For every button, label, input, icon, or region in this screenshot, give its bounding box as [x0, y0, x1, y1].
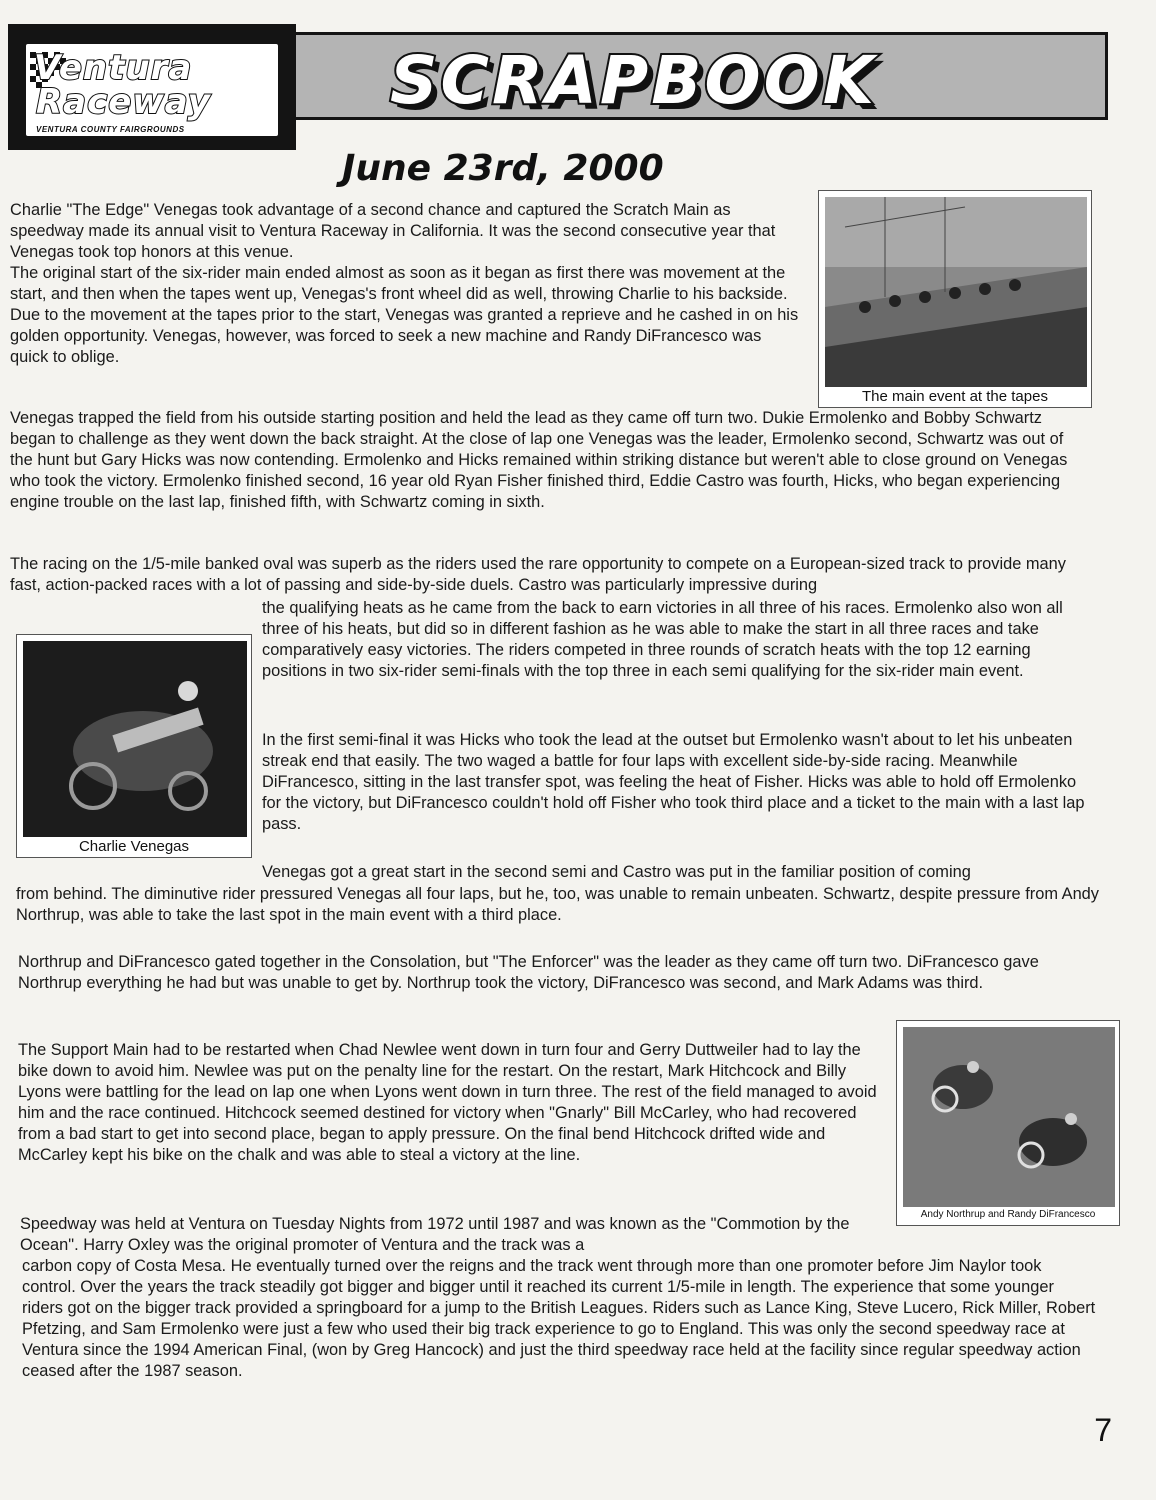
paragraph: the qualifying heats as he came from the back to earn victories in all three of his races. Ermolenko also won all three of his heats, but did so in different fashion as he was able to make the start in all three races and take comparatively easy victories. The riders competed in three rounds of scratch heats with the top 12 earning positions in two six-rider semi-finals with the top three in each semi qualifying for the six-rider main event. — [262, 599, 1063, 680]
photo-main-event — [818, 190, 1092, 408]
paragraph: The Support Main had to be restarted when Chad Newlee went down in turn four and Gerry Duttweiler had to lay the bike down to avoid him. Newlee was put on the penalty line for the restart. On the restart, Mark Hitchcock and Billy Lyons were battling for the lead on lap one when Lyons went down in turn three. The rest of the field managed to avoid him and the race continued. Hitchcock seemed destined for victory when "Gnarly" Bill McCarley, who had recovered from a bad start to get into second place, began to apply pressure. On the final bend Hitchcock drifted wide and McCarley kept his bike on the chalk and was able to steal a victory at the line. — [18, 1041, 877, 1164]
photo-caption: Charlie Venegas — [78, 838, 190, 855]
page-number: 7 — [1094, 1412, 1112, 1448]
paragraph: The original start of the six-rider main ended almost as soon as it began as first there was movement at the start, and then when the tapes went up, Venegas's front wheel did as well, throwing Charlie to his backside. Due to the movement at the tapes prior to the start, Venegas was granted a reprieve and he cashed in on his golden opportunity. Venegas, however, was forced to seek a new machine and Randy DiFrancesco was quick to oblige. — [10, 264, 799, 366]
article-text — [16, 884, 1100, 926]
article-text — [18, 952, 1100, 994]
article-text — [22, 1256, 1098, 1382]
article-text — [10, 554, 1098, 596]
photo-caption: The main event at the tapes — [862, 388, 1048, 405]
photo-image — [23, 641, 247, 837]
logo-subtitle: VENTURA COUNTY FAIRGROUNDS — [36, 125, 185, 134]
page-date: June 23rd, 2000 — [342, 148, 664, 189]
article-text — [262, 862, 1098, 883]
paragraph: In the first semi-final it was Hicks who took the lead at the outset but Ermolenko wasn't about to let his unbeaten streak end that easily. The two waged a battle for four laps with excellent side-by-side racing. Meanwhile DiFrancesco, sitting in the last transfer spot, was feeling the heat of Fisher. Hicks was able to hold off Ermolenko for the victory, but DiFrancesco couldn't hold off Fisher who took third place and a ticket to the main with a last lap pass. — [262, 731, 1085, 833]
logo-word-ventura: Ventura — [34, 48, 193, 88]
paragraph: Venegas got a great start in the second semi and Castro was put in the familiar position of coming — [262, 863, 971, 881]
article-text — [20, 1214, 890, 1256]
photo-caption: Andy Northrup and Randy DiFrancesco — [920, 1209, 1096, 1220]
article-text — [262, 598, 1098, 682]
photo-image — [903, 1027, 1115, 1207]
article-text — [262, 730, 1098, 835]
photo-northrup-difrancesco — [896, 1020, 1120, 1226]
paragraph: from behind. The diminutive rider pressured Venegas all four laps, but he, too, was unable to remain unbeaten. Schwartz, despite pressure from Andy Northrup, was able to take the last spot in the main event with a third place. — [16, 885, 1099, 924]
paragraph: Speedway was held at Ventura on Tuesday Nights from 1972 until 1987 and was known as the "Commotion by the Ocean". Harry Oxley was the original promoter of Ventura and the track was a — [20, 1215, 850, 1254]
photo-image — [825, 197, 1087, 387]
article-text — [10, 200, 800, 368]
paragraph: The racing on the 1/5-mile banked oval was superb as the riders used the rare opportunity to compete on a European-sized track to provide many fast, action-packed races with a lot of passing and side-by-side duels. Castro was particularly impressive during — [10, 555, 1066, 594]
article-text — [10, 408, 1088, 513]
paragraph: carbon copy of Costa Mesa. He eventually turned over the reigns and the track went through more than one promoter before Jim Naylor took control. Over the years the track steadily got bigger and bigger until it reached its current 1/5-mile in length. The experience that some younger riders got on the bigger track provided a springboard for a jump to the British Leagues. Riders such as Lance King, Steve Lucero, Rick Miller, Robert Pfetzing, and Sam Ermolenko were just a few who used their big track experience to go to England. This was only the second speedway race at Ventura since the 1994 American Final, (won by Greg Hancock) and just the third speedway race held at the facility since regular speedway action ceased after the 1987 season. — [22, 1257, 1096, 1380]
paragraph: Charlie "The Edge" Venegas took advantage of a second chance and captured the Scratch Main as speedway made its annual visit to Ventura Raceway in California. It was the second consecutive year that Venegas took top honors at this venue. — [10, 201, 776, 261]
photo-charlie-venegas — [16, 634, 252, 858]
paragraph: Venegas trapped the field from his outside starting position and held the lead as they came off turn two. Dukie Ermolenko and Bobby Schwartz began to challenge as they went down the back straight. At the close of lap one Venegas was the leader, Ermolenko second, Schwartz was out of the hunt but Gary Hicks was now contending. Ermolenko and Hicks remained within striking distance but weren't able to close ground on Venegas who took the victory. Ermolenko finished second, 16 year old Ryan Fisher finished third, Eddie Castro was fourth, Hicks, who began experiencing engine trouble on the last lap, finished fifth, with Schwartz coming in sixth. — [10, 409, 1068, 511]
article-text — [18, 1040, 880, 1166]
logo-word-raceway: Raceway — [36, 82, 211, 122]
paragraph: Northrup and DiFrancesco gated together in the Consolation, but "The Enforcer" was the leader as they came off turn two. DiFrancesco gave Northrup everything he had but was unable to get by. Northrup took the victory, DiFrancesco was second, and Mark Adams was third. — [18, 953, 1039, 992]
banner-title: SCRAPBOOK — [390, 42, 877, 119]
